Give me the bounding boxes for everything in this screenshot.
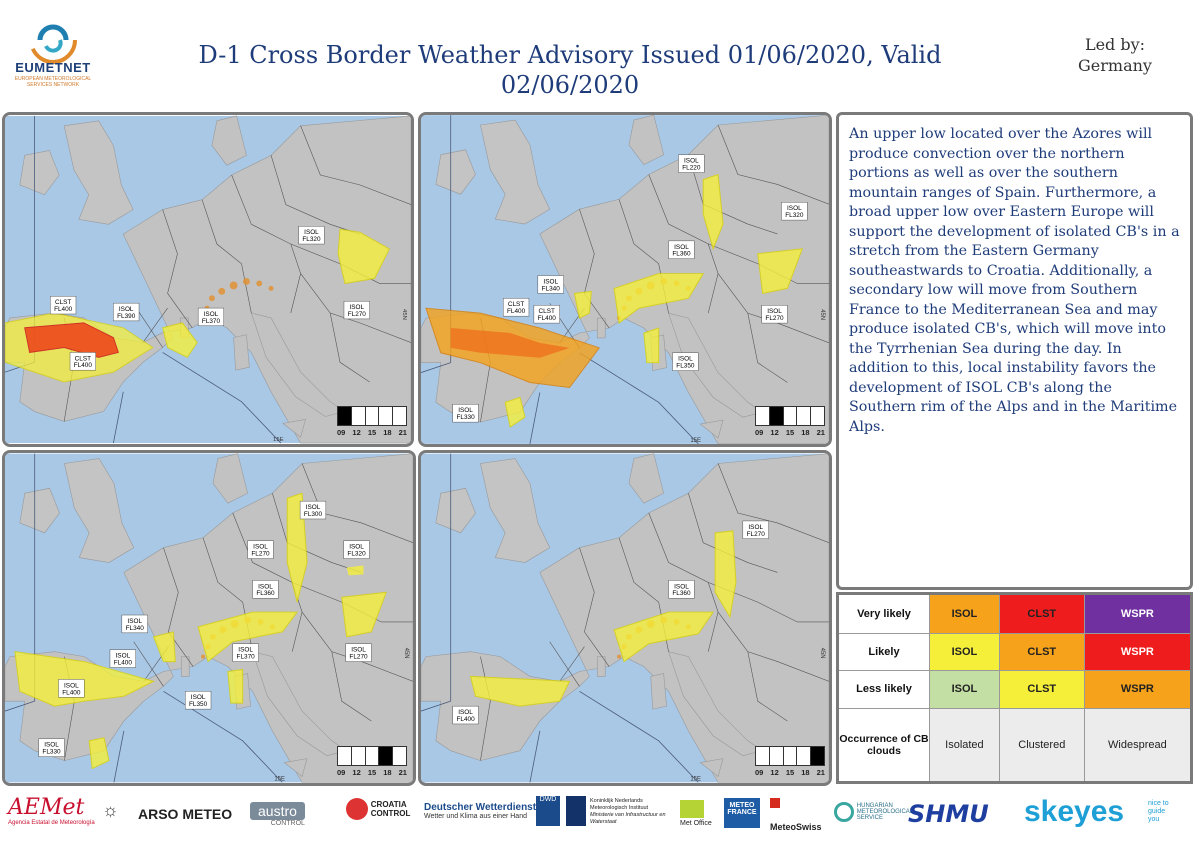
svg-text:ISOL: ISOL: [115, 652, 131, 660]
knmi-logo: Koninklijk Nederlands Meteorologisch Instituut Ministerie van Infrastructuur en Waterstaat: [590, 798, 666, 825]
croatia-control-logo: CROATIA CONTROL: [346, 798, 411, 820]
svg-text:CLST: CLST: [507, 301, 525, 309]
svg-text:FL400: FL400: [62, 689, 81, 697]
svg-text:FL330: FL330: [42, 748, 61, 756]
page-title: [150, 40, 990, 100]
map-label: ISOL: [304, 229, 319, 237]
hungarian-met-logo: HUNGARIAN METEOROLOGICAL SERVICE: [834, 802, 923, 822]
svg-text:ISOL: ISOL: [674, 583, 689, 591]
svg-text:ISOL: ISOL: [787, 205, 802, 213]
map-2-svg: [421, 115, 829, 444]
svg-text:FL270: FL270: [251, 550, 270, 558]
svg-text:ISOL: ISOL: [127, 617, 143, 625]
legend-cell-wspr-less-likely: WSPR: [1084, 671, 1191, 708]
svg-text:FL350: FL350: [188, 701, 208, 709]
svg-text:ISOL: ISOL: [64, 682, 79, 690]
dwd-icon: DWD: [536, 796, 560, 826]
svg-text:ISOL: ISOL: [748, 523, 764, 531]
arso-logo: ARSO METEO: [138, 806, 233, 822]
svg-text:FL370: FL370: [201, 317, 221, 325]
dwd-logo: Deutscher Wetterdienst Wetter und Klima aus einer Hand: [424, 802, 537, 820]
map-panel-3: [2, 450, 416, 786]
svg-text:FL350: FL350: [676, 362, 695, 370]
time-bar-2: 09 12 15 18 21: [755, 406, 825, 437]
met-office-logo: Met Office: [680, 800, 712, 827]
map-3-svg: [5, 453, 413, 783]
legend-cell-isol-less-likely: ISOL: [930, 671, 1000, 708]
svg-text:FL340: FL340: [541, 285, 560, 293]
svg-text:ISOL: ISOL: [684, 157, 699, 165]
map-panel-4: [418, 450, 832, 786]
svg-text:FL360: FL360: [672, 590, 691, 598]
legend-cell-isol-likely: ISOL: [930, 634, 1000, 671]
svg-text:ISOL: ISOL: [305, 504, 321, 512]
svg-text:ISOL: ISOL: [44, 741, 59, 749]
skeyes-tagline: nice to guide you: [1148, 800, 1169, 823]
time-bar-4: 09 12 15 18 21: [755, 746, 825, 777]
svg-text:ISOL: ISOL: [674, 243, 689, 251]
meteo-france-logo: METEO FRANCE: [724, 798, 760, 828]
svg-text:FL320: FL320: [302, 236, 321, 244]
svg-text:ISOL: ISOL: [351, 646, 366, 654]
svg-text:FL270: FL270: [349, 653, 368, 661]
legend-footer-clustered: Clustered: [999, 708, 1084, 782]
map-1-svg: [5, 115, 411, 444]
area-isol-likely: [644, 328, 659, 363]
svg-text:ISOL: ISOL: [458, 407, 473, 415]
svg-text:FL220: FL220: [682, 164, 701, 172]
advisory-description: An upper low located over the Azores will produce convection over the northern portions as well as over the southern mountain ranges of Spain. Furthermore, a broad upper low over Eastern Europe will support the development of isolated CB's in a stretch from the Eastern Germany southeastwards to Croatia. Additionally, a secondary low will move from Southern France to the Mediterranean Sea and may produce isolated CB's, which will move into the Tyrrhenian Sea during the day. In addition to this, local instability favors the development of ISOL CB's along the Southern rim of the Alps and in the Maritime Alps.: [836, 112, 1193, 590]
legend-cell-clst-less-likely: CLST: [999, 671, 1084, 708]
svg-text:ISOL: ISOL: [458, 709, 473, 717]
svg-text:FL390: FL390: [117, 312, 136, 320]
svg-text:FL360: FL360: [256, 590, 275, 598]
svg-text:ISOL: ISOL: [238, 646, 253, 654]
svg-text:FL340: FL340: [125, 624, 144, 632]
svg-text:FL270: FL270: [746, 530, 765, 538]
svg-text:FL400: FL400: [537, 315, 556, 323]
area-isol-likely: [228, 669, 243, 703]
svg-text:FL270: FL270: [765, 315, 784, 323]
svg-text:FL370: FL370: [236, 653, 255, 661]
svg-text:ISOL: ISOL: [258, 583, 273, 591]
legend-row-label: Less likely: [838, 671, 930, 708]
svg-text:ISOL: ISOL: [678, 355, 693, 363]
map-label: CLST: [74, 355, 92, 363]
svg-text:FL400: FL400: [73, 362, 92, 370]
led-by: [1050, 34, 1180, 76]
svg-text:FL400: FL400: [54, 306, 73, 314]
svg-text:ISOL: ISOL: [349, 543, 364, 551]
map-4-svg: [421, 453, 829, 783]
title-line-1: D-1 Cross Border Weather Advisory Issued 01/06/2020, Valid: [198, 41, 942, 69]
legend-footer-isolated: Isolated: [930, 708, 1000, 782]
map-label: ISOL: [203, 310, 219, 318]
map-label: ISOL: [349, 304, 365, 312]
svg-text:ISOL: ISOL: [190, 694, 206, 702]
legend-footer-label: Occurrence of CB clouds: [838, 708, 930, 782]
svg-text:FL400: FL400: [456, 715, 475, 723]
led-by-label: Led by:: [1084, 35, 1146, 54]
map-label: CLST: [54, 299, 72, 307]
svg-text:CLST: CLST: [538, 308, 555, 316]
legend-table: [836, 592, 1193, 784]
time-bar-1: 09 12 15 18 21: [337, 406, 407, 437]
svg-text:FL320: FL320: [785, 212, 804, 220]
title-line-2: 02/06/2020: [500, 71, 640, 99]
map-panel-1: [2, 112, 414, 447]
svg-text:FL400: FL400: [113, 659, 132, 667]
map-panel-2: [418, 112, 832, 447]
legend-cell-clst-likely: CLST: [999, 634, 1084, 671]
svg-text:FL400: FL400: [506, 308, 526, 316]
svg-text:ISOL: ISOL: [253, 543, 268, 551]
svg-text:FL270: FL270: [347, 310, 366, 318]
svg-text:FL320: FL320: [347, 550, 366, 558]
legend-row-label: Very likely: [838, 594, 930, 634]
shmu-logo: SHMU: [908, 800, 989, 828]
svg-text:FL360: FL360: [672, 250, 691, 258]
sun-icon: ☼: [102, 800, 119, 820]
eumetnet-name: EUMETNET: [15, 60, 91, 75]
time-bar-3: 09 12 15 18 21: [337, 746, 407, 777]
svg-text:ISOL: ISOL: [767, 308, 782, 316]
legend-cell-isol-very-likely: ISOL: [930, 594, 1000, 634]
meteoswiss-logo: MeteoSwiss: [770, 798, 822, 832]
legend-cell-wspr-likely: WSPR: [1084, 634, 1191, 671]
svg-text:FL300: FL300: [303, 511, 323, 518]
aemet-logo: AEMet Agencia Estatal de Meteorología: [8, 795, 95, 826]
legend-cell-wspr-very-likely: WSPR: [1084, 594, 1191, 634]
knmi-crest-icon: [566, 796, 586, 826]
legend-footer-widespread: Widespread: [1084, 708, 1191, 782]
austro-control-logo: austro CONTROL: [250, 802, 305, 827]
map-label: ISOL: [118, 306, 134, 314]
skeyes-logo: skeyes: [1024, 795, 1125, 828]
legend-row-label: Likely: [838, 634, 930, 671]
svg-text:FL330: FL330: [456, 414, 475, 422]
eumetnet-subtitle: EUROPEAN METEOROLOGICAL SERVICES NETWORK: [14, 76, 92, 88]
svg-text:ISOL: ISOL: [543, 278, 559, 286]
legend-cell-clst-very-likely: CLST: [999, 594, 1084, 634]
led-by-value: Germany: [1078, 56, 1152, 75]
